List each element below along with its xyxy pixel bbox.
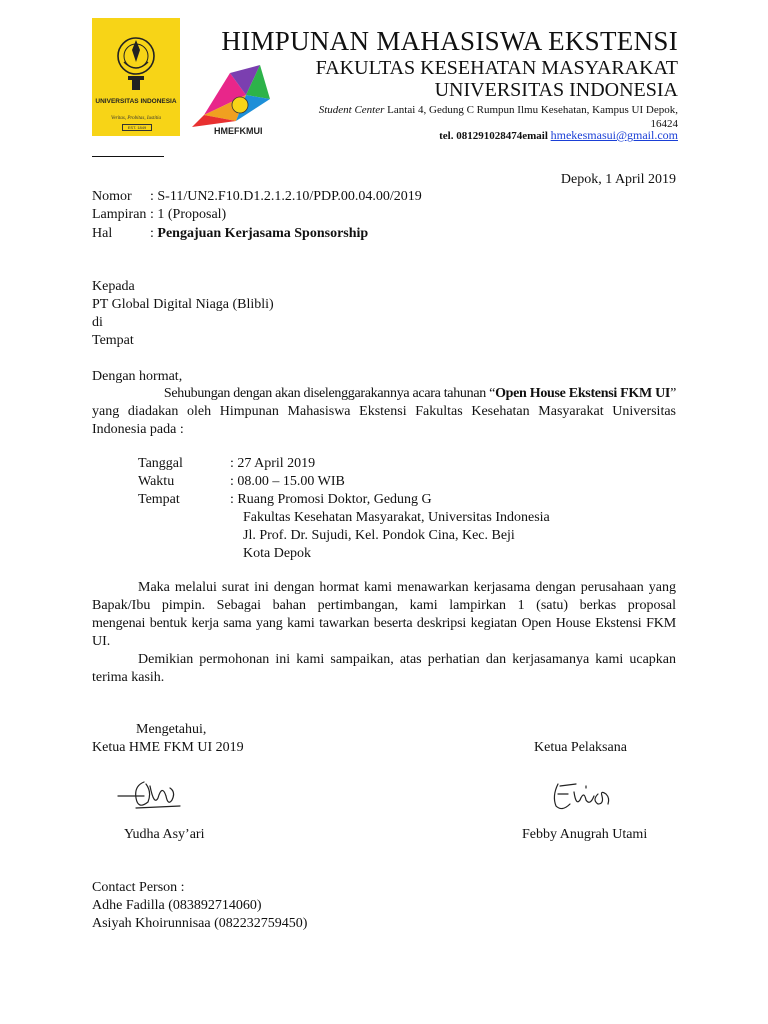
paragraph-1-line-3: Indonesia pada : [92,422,184,437]
waktu-value: : 08.00 – 15.00 WIB [230,474,345,489]
postal-code: 16424 [650,118,678,130]
lampiran-label: Lampiran [92,207,147,222]
waktu-row [138,474,345,490]
org-name: HIMPUNAN MAHASISWA EKSTENSI [221,26,678,56]
makara-emblem-icon [114,32,158,94]
hal-label: Hal [92,226,113,241]
tanggal-label: Tanggal [138,456,183,471]
p1-event-name: Open House Ekstensi FKM UI [495,386,671,401]
waktu-label: Waktu [138,474,175,489]
logo-ui-est: EST. 1849 [122,124,152,131]
telephone: tel. 081291028474email [439,130,551,142]
logo-ui-text: UNIVERSITAS INDONESIA [95,98,177,105]
tempat-line-4: Kota Depok [243,546,312,561]
paragraph-2-line-1: Maka melalui surat ini dengan hormat kami menawarkan kerjasama dengan perusahaan yang [138,580,676,595]
left-signer-name: Yudha Asy’ari [124,827,205,842]
hal-row [92,226,368,242]
hme-fkmui-logo [190,55,276,137]
right-signer-name: Febby Anugrah Utami [522,827,648,842]
paragraph-3-line-1: Demikian permohonan ini kami sampaikan, atas perhatian dan kerjasamanya kami ucapkan [138,652,676,667]
paragraph-1-line-1 [138,385,676,403]
nomor-value: : S-11/UN2.F10.D1.2.1.2.10/PDP.00.04.00/2019 [150,189,422,204]
tempat-row [138,492,432,508]
faculty-name: FAKULTAS KESEHATAN MASYARAKAT [315,57,678,79]
hal-colon: : [150,226,158,241]
address-rest: Lantai 4, Gedung C Rumpun Ilmu Kesehatan, Kampus UI Depok, [384,104,678,116]
address [280,103,678,131]
tempat-label: Tempat [138,492,180,507]
recipient-di: di [92,315,103,330]
right-signature-icon [546,776,618,816]
paragraph-1-line-2: yang diadakan oleh Himpunan Mahasiswa Ekstensi Fakultas Kesehatan Masyarakat Universitas [92,404,676,419]
nomor-row [92,189,422,205]
greeting: Dengan hormat, [92,369,183,384]
email-link[interactable]: hmekesmasui@gmail.com [550,128,678,142]
left-signer-title: Ketua HME FKM UI 2019 [92,740,244,755]
paragraph-2-line-4: UI. [92,634,111,649]
tanggal-value: : 27 April 2019 [230,456,316,471]
contact-person-1: Adhe Fadilla (083892714060) [92,898,262,913]
lampiran-value: : 1 (Proposal) [150,207,227,222]
paragraph-2-line-3: mengenai bentuk kerja sama yang kami tawarkan beserta deskripsi kegiatan Open House Ekstensi FKM [92,616,676,631]
lampiran-row [92,207,226,223]
left-signature-icon [114,776,184,816]
mengetahui: Mengetahui, [136,722,207,737]
nomor-label: Nomor [92,189,132,204]
tempat-value: : Ruang Promosi Doktor, Gedung G [230,492,432,507]
hme-logo-text: HMEFKMUI [214,126,263,136]
paragraph-2-line-2: Bapak/Ibu pimpin. Sebagai bahan pertimbangan, kami lampirkan 1 (satu) berkas proposal [92,598,676,613]
address-italic: Student Center [318,104,385,116]
contact-line [280,128,678,143]
universitas-indonesia-logo [92,18,180,136]
letter-date: Depok, 1 April 2019 [560,172,676,187]
university-name: UNIVERSITAS INDONESIA [434,79,678,101]
tanggal-row [138,456,315,472]
tempat-line-3: Jl. Prof. Dr. Sujudi, Kel. Pondok Cina, Kec. Beji [243,528,515,543]
logo-ui-motto: Veritas, Probitas, Iustitia [110,116,162,121]
contact-person-2: Asiyah Khoirunnisaa (082232759450) [92,916,308,931]
paragraph-3-line-2: terima kasih. [92,670,165,685]
p1-text-a: Sehubungan dengan akan diselenggarakannya acara tahunan “ [163,386,496,401]
recipient-company: PT Global Digital Niaga (Blibli) [92,297,274,312]
hal-value: Pengajuan Kerjasama Sponsorship [157,226,369,241]
recipient-tempat: Tempat [92,333,134,348]
right-signer-title: Ketua Pelaksana [534,740,627,755]
contact-person-title: Contact Person : [92,880,185,895]
p1-text-b: ” [670,386,676,401]
header-rule [92,156,164,157]
recipient-kepada: Kepada [92,279,135,294]
tempat-line-2: Fakultas Kesehatan Masyarakat, Universitas Indonesia [243,510,550,525]
